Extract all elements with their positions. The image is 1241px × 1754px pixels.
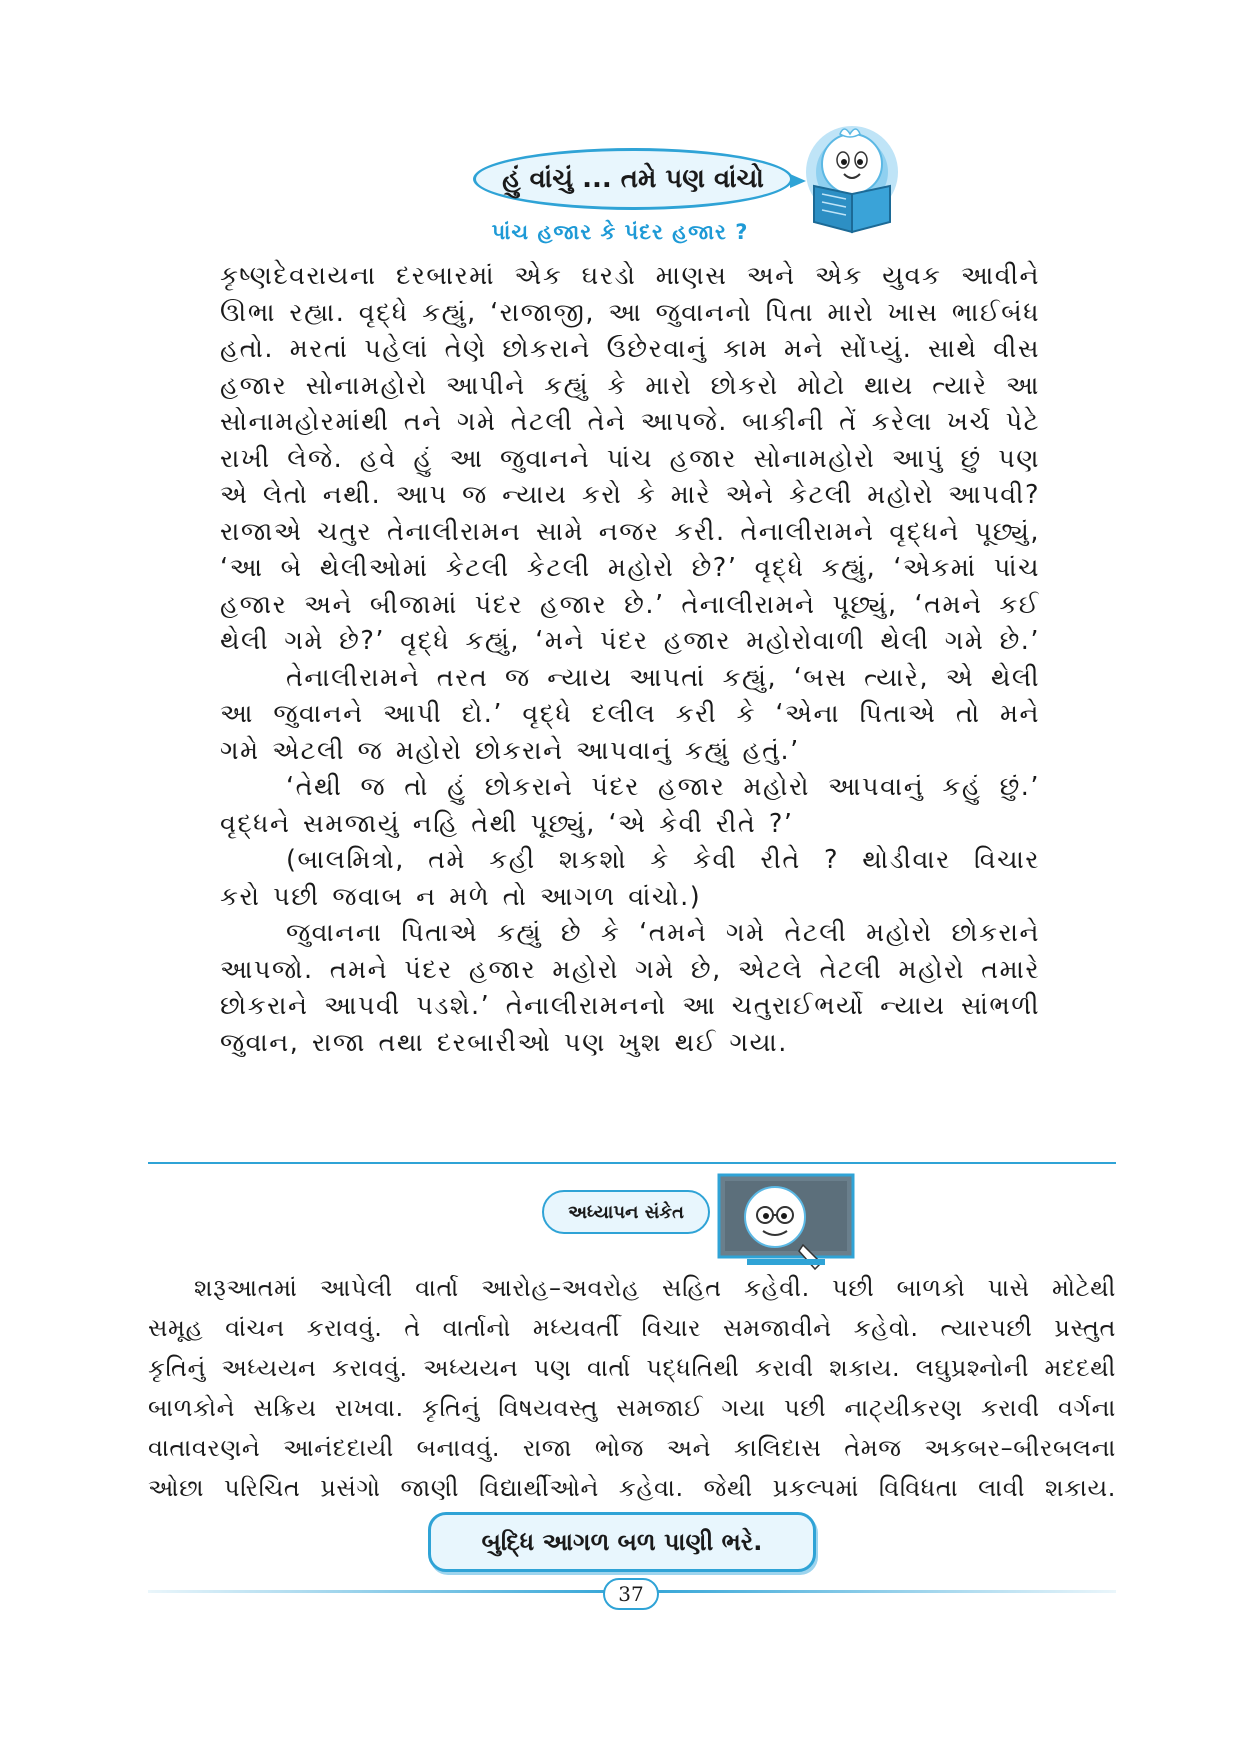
story-line: ‘તેથી જ તો હું છોકરાને પંદર હજાર મહોરો આપવાનું કહું છું.’: [286, 772, 1040, 802]
note-line: સમૂહ વાંચન કરાવવું. તે વાર્તાનો મધ્યવર્તી વિચાર સમજાવીને કહેવો. ત્યારપછી પ્રસ્તુત: [148, 1314, 1116, 1342]
story-body: [220, 258, 1040, 1061]
story-line: રાખી લેજે. હવે હું આ જુવાનને પાંચ હજાર સોનામહોરો આપું છું પણ: [220, 443, 1040, 474]
page-number: 37: [603, 1578, 659, 1610]
story-line: વૃદ્ધને સમજાયું નહિ તેથી પૂછ્યું, ‘એ કેવી રીતે ?’: [220, 808, 794, 839]
story-line: ગમે એટલી જ મહોરો છોકરાને આપવાનું કહ્યું હતું.’: [220, 735, 800, 766]
story-line: ‘આ બે થેલીઓમાં કેટલી કેટલી મહોરો છે?’ વૃદ્ધે કહ્યું, ‘એકમાં પાંચ: [220, 553, 1040, 583]
reading-mascot-icon: [800, 120, 902, 238]
proverb-text: બુદ્ધિ આગળ બળ પાણી ભરે.: [481, 1528, 763, 1556]
teacher-board-icon: [717, 1173, 855, 1281]
story-line: હજાર અને બીજામાં પંદર હજાર છે.’ તેનાલીરામને પૂછ્યું, ‘તમને કઈ: [220, 589, 1040, 620]
story-line: છોકરાને આપવી પડશે.’ તેનાલીરામનનો આ ચતુરાઈભર્યો ન્યાય સાંભળી: [220, 991, 1040, 1021]
story-line: (બાલમિત્રો, તમે કહી શકશો કે કેવી રીતે ? થોડીવાર વિચાર: [286, 845, 1040, 875]
story-line: જુવાનના પિતાએ કહ્યું છે કે ‘તમને ગમે તેટલી મહોરો છોકરાને: [286, 918, 1040, 948]
teaching-hint-label: અધ્યાપન સંકેત: [568, 1201, 684, 1223]
story-line: રાજાએ ચતુર તેનાલીરામન સામે નજર કરી. તેનાલીરામને વૃદ્ધને પૂછ્યું,: [220, 516, 1040, 547]
story-line: આ જુવાનને આપી દો.’ વૃદ્ધે દલીલ કરી કે ‘એના પિતાએ તો મને: [220, 699, 1040, 729]
note-line: શરૂઆતમાં આપેલી વાર્તા આરોહ–અવરોહ સહિત કહેવી. પછી બાળકો પાસે મોટેથી: [194, 1274, 1116, 1302]
story-line: હજાર સોનામહોરો આપીને કહ્યું કે મારો છોકરો મોટો થાય ત્યારે આ: [220, 370, 1040, 401]
section-divider: [148, 1162, 1116, 1164]
teaching-notes: [148, 1268, 1116, 1508]
story-line: હતો. મરતાં પહેલાં તેણે છોકરાને ઉછેરવાનું કામ મને સોંપ્યું. સાથે વીસ: [220, 334, 1040, 364]
section-title-badge: [473, 148, 793, 210]
story-line: એ લેતો નથી. આપ જ ન્યાય કરો કે મારે એને કેટલી મહોરો આપવી?: [220, 480, 1040, 510]
teaching-hint-badge: [542, 1190, 710, 1234]
story-line: કૃષ્ણદેવરાયના દરબારમાં એક ઘરડો માણસ અને એક યુવક આવીને: [220, 261, 1040, 291]
story-line: થેલી ગમે છે?’ વૃદ્ધે કહ્યું, ‘મને પંદર હજાર મહોરોવાળી થેલી ગમે છે.’: [220, 626, 1040, 656]
note-line: બાળકોને સક્રિય રાખવા. કૃતિનું વિષયવસ્તુ સમજાઈ ગયા પછી નાટ્યીકરણ કરાવી વર્ગના: [148, 1394, 1116, 1422]
story-line: કરો પછી જવાબ ન મળે તો આગળ વાંચો.): [220, 881, 702, 912]
proverb-box: [428, 1512, 816, 1572]
story-line: આપજો. તમને પંદર હજાર મહોરો ગમે છે, એટલે તેટલી મહોરો તમારે: [220, 954, 1040, 985]
section-title: હું વાંચું ... તમે પણ વાંચો: [502, 163, 764, 194]
note-line: વાતાવરણને આનંદદાયી બનાવવું. રાજા ભોજ અને કાલિદાસ તેમજ અકબર–બીરબલના: [148, 1434, 1116, 1462]
story-line: સોનામહોરમાંથી તને ગમે તેટલી તેને આપજે. બાકીની તેં કરેલા ખર્ચ પેટે: [220, 407, 1040, 437]
story-line: તેનાલીરામને તરત જ ન્યાય આપતાં કહ્યું, ‘બસ ત્યારે, એ થેલી: [286, 662, 1040, 693]
story-line: જુવાન, રાજા તથા દરબારીઓ પણ ખુશ થઈ ગયા.: [220, 1027, 788, 1058]
note-line: કૃતિનું અધ્યયન કરાવવું. અધ્યયન પણ વાર્તા પદ્ધતિથી કરાવી શકાય. લઘુપ્રશ્નોની મદદથી: [148, 1354, 1116, 1382]
story-line: ઊભા રહ્યા. વૃદ્ધે કહ્યું, ‘રાજાજી, આ જુવાનનો પિતા મારો ખાસ ભાઈબંધ: [220, 297, 1040, 328]
story-title: પાંચ હજાર કે પંદર હજાર ?: [491, 220, 749, 244]
note-line: ઓછા પરિચિત પ્રસંગો જાણી વિદ્યાર્થીઓને કહેવા. જેથી પ્રકલ્પમાં વિવિધતા લાવી શકાય.: [148, 1474, 1116, 1502]
